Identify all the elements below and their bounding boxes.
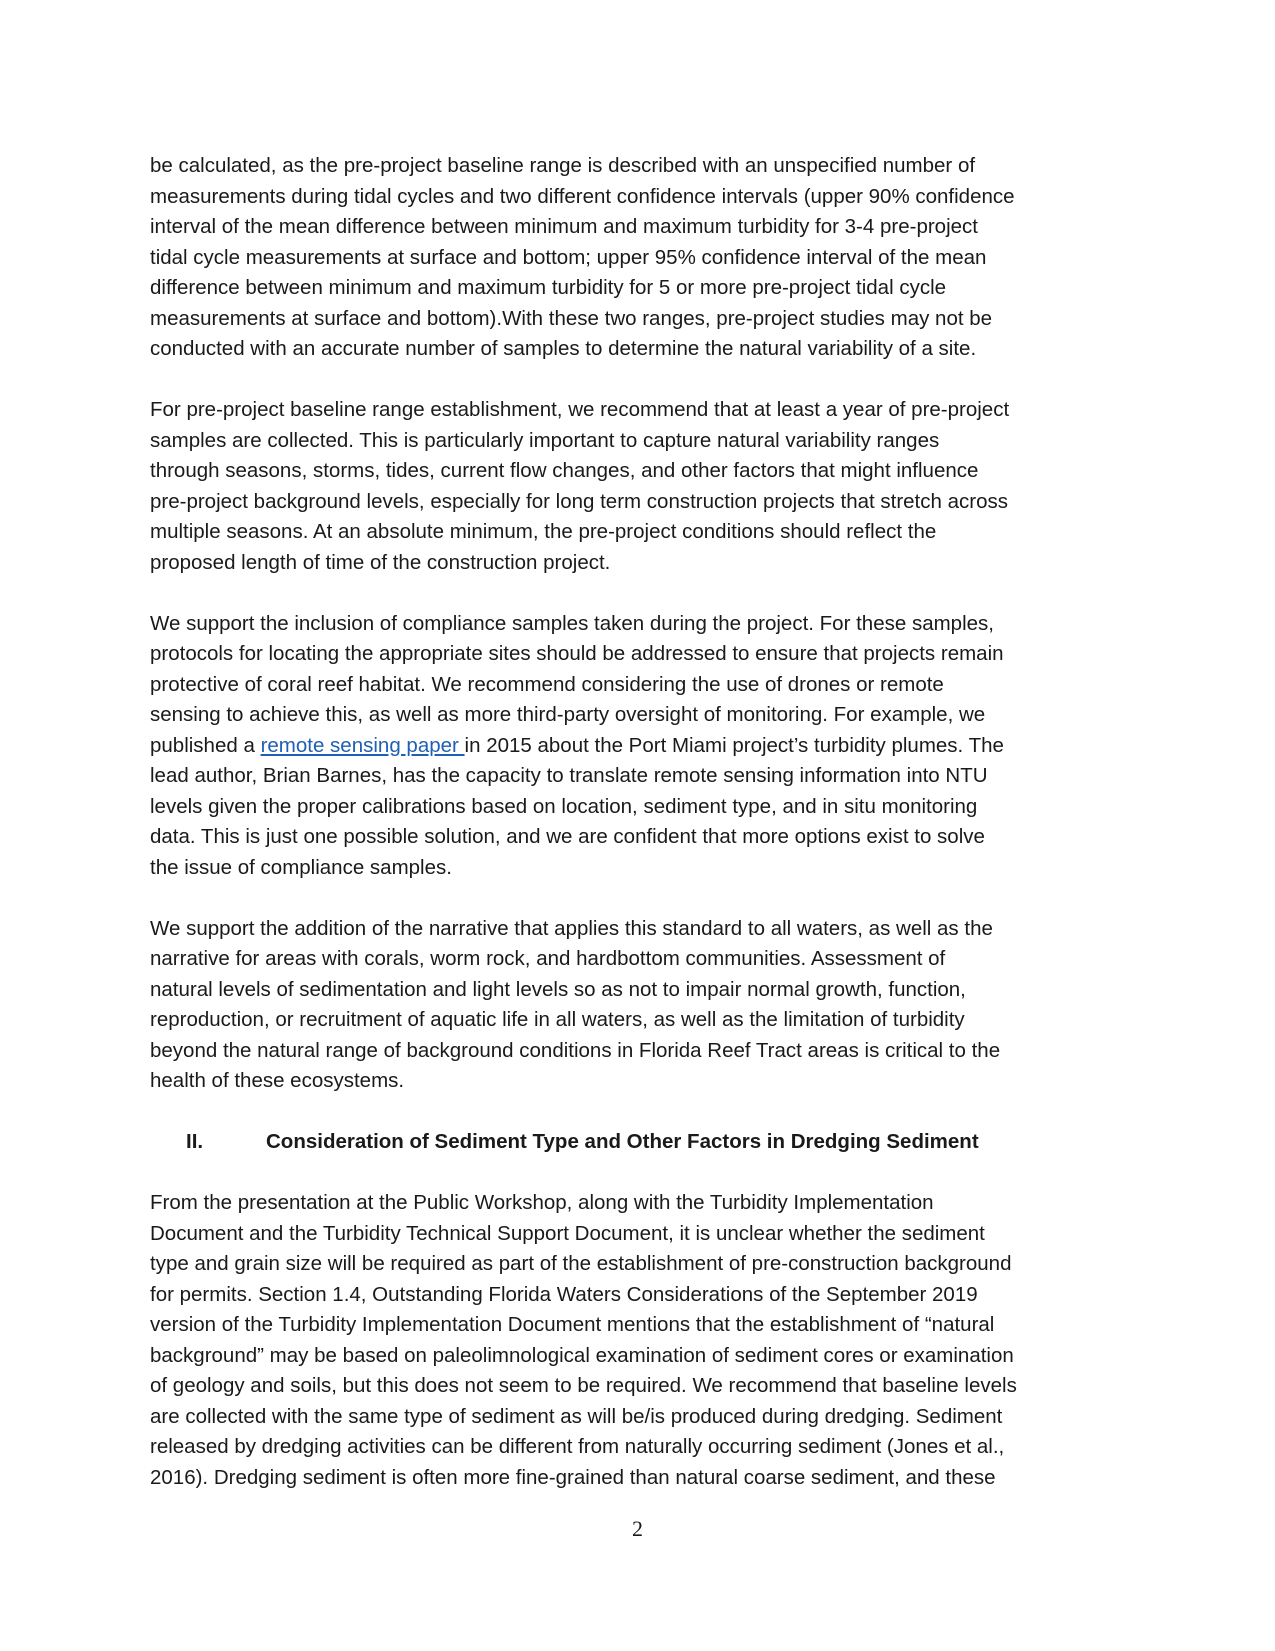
- paragraph-gap: [150, 1158, 1130, 1189]
- page-number: 2: [632, 1516, 643, 1541]
- text-line: background” may be based on paleolimnological examination of sediment cores or examination: [150, 1343, 1014, 1367]
- paragraph-baseline-range: [150, 151, 1130, 365]
- text-line: protective of coral reef habitat. We recommend considering the use of drones or remote: [150, 672, 944, 696]
- text-line: reproduction, or recruitment of aquatic life in all waters, as well as the limitation of turbidity: [150, 1008, 965, 1031]
- text-line: data. This is just one possible solution, and we are confident that more options exist to solve: [150, 825, 985, 848]
- text-line: beyond the natural range of background conditions in Florida Reef Tract areas is critical to the: [150, 1038, 1001, 1062]
- text-line: levels given the proper calibrations based on location, sediment type, and in situ monitoring: [150, 794, 978, 818]
- paragraph-baseline-establishment: [150, 395, 1130, 578]
- document-page: [150, 151, 1130, 1493]
- text-line: through seasons, storms, tides, current flow changes, and other factors that might influence: [150, 459, 979, 482]
- text-line: type and grain size will be required as part of the establishment of pre-construction background: [150, 1252, 1012, 1275]
- paragraph-gap: [150, 365, 1130, 396]
- text-line: tidal cycle measurements at surface and bottom; upper 95% confidence interval of the mean: [150, 245, 987, 269]
- paragraph-gap: [150, 1097, 1130, 1128]
- text-line: samples are collected. This is particularly important to capture natural variability ranges: [150, 428, 940, 452]
- text-line: measurements during tidal cycles and two different confidence intervals (upper 90% confidence: [150, 184, 1015, 208]
- text-line: We support the inclusion of compliance samples taken during the project. For these samples,: [150, 611, 994, 635]
- text-line: multiple seasons. At an absolute minimum, the pre-project conditions should reflect the: [150, 520, 937, 543]
- paragraph-narrative-support: [150, 914, 1130, 1097]
- text-line: of geology and soils, but this does not seem to be required. We recommend that baseline levels: [150, 1374, 1017, 1397]
- remote-sensing-paper-link[interactable]: remote sensing paper: [260, 733, 465, 757]
- text-line: From the presentation at the Public Workshop, along with the Turbidity Implementation: [150, 1191, 934, 1214]
- text-line: measurements at surface and bottom).With these two ranges, pre-project studies may not be: [150, 306, 993, 330]
- paragraph-sediment-type: [150, 1188, 1130, 1493]
- text-line: be calculated, as the pre-project baseline range is described with an unspecified number of: [150, 154, 976, 177]
- text-line: are collected with the same type of sediment as will be/is produced during dredging. Sediment: [150, 1404, 1003, 1428]
- text-line: released by dredging activities can be different from naturally occurring sediment (Jones et al.,: [150, 1435, 1005, 1458]
- text-line: sensing to achieve this, as well as more third-party oversight of monitoring. For example, we: [150, 703, 986, 726]
- section-heading: [150, 1127, 1130, 1158]
- paragraph-gap: [150, 883, 1130, 914]
- text-line: For pre-project baseline range establishment, we recommend that at least a year of pre-project: [150, 398, 1010, 421]
- text-line: the issue of compliance samples.: [150, 855, 452, 879]
- text-line: lead author, Brian Barnes, has the capacity to translate remote sensing information into NTU: [150, 764, 988, 787]
- text-line: proposed length of time of the construction project.: [150, 550, 611, 574]
- text-line: version of the Turbidity Implementation Document mentions that the establishment of “natural: [150, 1313, 995, 1336]
- section-number: II.: [186, 1130, 204, 1153]
- text-line: interval of the mean difference between minimum and maximum turbidity for 3-4 pre-project: [150, 215, 978, 238]
- link-suffix-text: in 2015 about the Port Miami project’s turbidity plumes. The: [464, 733, 1004, 757]
- text-line: 2016). Dredging sediment is often more fine-grained than natural coarse sediment, and these: [150, 1465, 996, 1489]
- text-line: Document and the Turbidity Technical Support Document, it is unclear whether the sediment: [150, 1221, 985, 1245]
- text-line: health of these ecosystems.: [150, 1069, 405, 1092]
- text-line: narrative for areas with corals, worm rock, and hardbottom communities. Assessment of: [150, 947, 946, 970]
- text-line: difference between minimum and maximum turbidity for 5 or more pre-project tidal cycle: [150, 276, 947, 299]
- text-line-with-link: [150, 731, 1130, 762]
- section-title: Consideration of Sediment Type and Other Factors in Dredging Sediment: [266, 1130, 979, 1153]
- link-prefix-text: published a: [150, 733, 261, 757]
- text-line: conducted with an accurate number of samples to determine the natural variability of a site.: [150, 337, 977, 360]
- text-line: for permits. Section 1.4, Outstanding Florida Waters Considerations of the September 2019: [150, 1282, 978, 1306]
- text-line: natural levels of sedimentation and light levels so as not to impair normal growth, function,: [150, 977, 966, 1001]
- text-line: pre-project background levels, especially for long term construction projects that stretch across: [150, 489, 1008, 513]
- text-line: We support the addition of the narrative that applies this standard to all waters, as well as the: [150, 916, 993, 940]
- text-line: protocols for locating the appropriate sites should be addressed to ensure that projects remain: [150, 642, 1004, 665]
- paragraph-compliance-samples: [150, 609, 1130, 884]
- paragraph-gap: [150, 578, 1130, 609]
